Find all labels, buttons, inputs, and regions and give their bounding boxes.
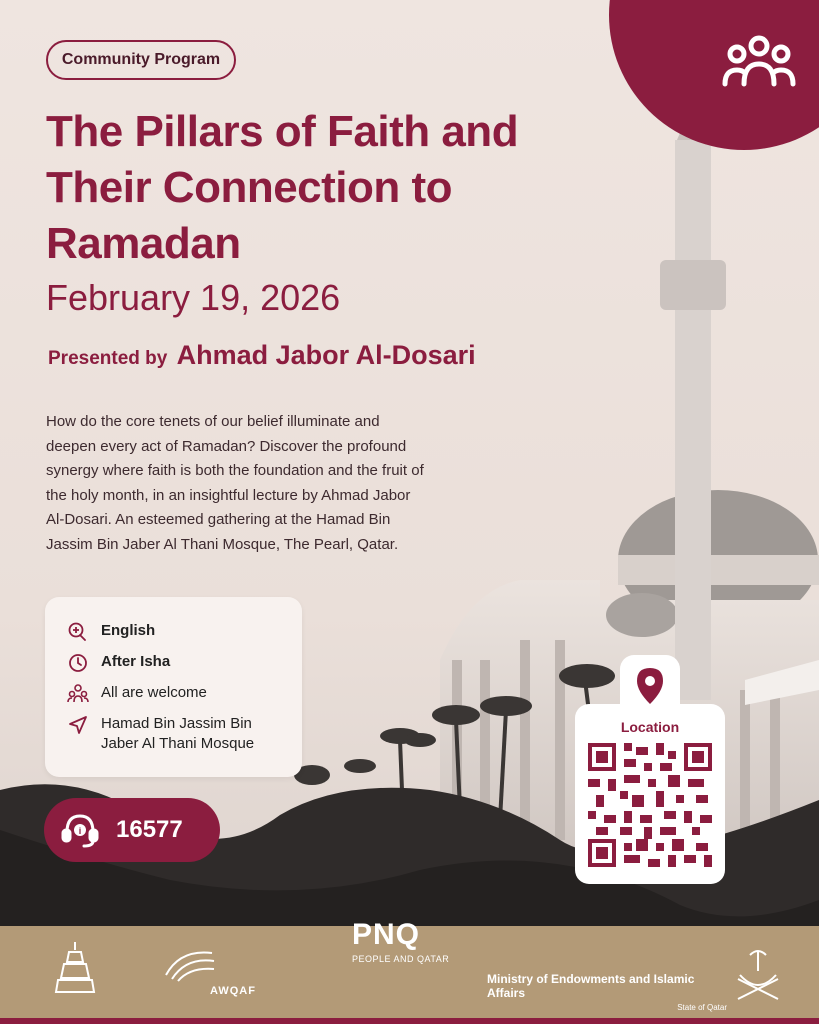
venue-text: Hamad Bin Jassim Bin Jaber Al Thani Mosque: [101, 715, 255, 752]
map-pin-icon: [633, 666, 667, 706]
people-icon: [67, 683, 89, 705]
navigation-arrow-icon: [67, 714, 89, 736]
pnq-tagline: PEOPLE AND QATAR: [352, 954, 450, 964]
ministry-logo-text: [487, 972, 727, 1012]
awqaf-logo-icon: [160, 945, 220, 985]
ministry-name-english: Ministry of Endowments and Islamic Affairs: [487, 972, 695, 1000]
cultural-center-logo: [52, 938, 98, 1002]
presenter-prefix: Presented by: [48, 348, 168, 369]
state-of-qatar: State of Qatar: [677, 1003, 727, 1012]
headset-icon: [58, 808, 102, 852]
hotline-button[interactable]: [44, 798, 220, 862]
footer-accent-strip: [0, 1018, 819, 1024]
location-label: Location: [620, 719, 680, 735]
time-row: [67, 652, 170, 674]
audience-row: [67, 683, 207, 705]
language-row: [67, 621, 155, 643]
presenter-name: Ahmad Jabor Al-Dosari: [176, 340, 476, 370]
venue-row: [67, 714, 282, 754]
event-description: How do the core tenets of our belief illuminate and deepen every act of Ramadan? Discover the profound synergy where faith is both the foundation and the fruit of the holy month, in an insightful lecture by Ahmad Jabor Al-Dosari. An esteemed gathering at the Hamad Bin Jassim Bin Jaber Al Thani Mosque, The Pearl, Qatar.: [46, 413, 424, 553]
pnq-wordmark: PNQ: [352, 918, 421, 951]
people-group-icon: [722, 34, 796, 90]
pnq-logo: [352, 918, 464, 964]
awqaf-wordmark: AWQAF: [210, 985, 256, 997]
location-qr-code[interactable]: [588, 743, 712, 867]
category-badge: Community Program: [46, 40, 236, 80]
language-icon: [67, 621, 89, 643]
audience-text: All are welcome: [101, 684, 207, 701]
hotline-number: 16577: [116, 816, 183, 843]
language-text: English: [101, 622, 156, 639]
presenter-line: [48, 340, 476, 371]
clock-icon: [67, 652, 89, 674]
details-card: [45, 597, 302, 777]
time-text: After Isha: [101, 653, 171, 670]
svg-text:i: i: [78, 826, 82, 836]
event-title: The Pillars of Faith and Their Connection to Ramadan: [46, 107, 519, 268]
event-date: February 19, 2026: [46, 277, 341, 318]
qatar-emblem-icon: [730, 945, 786, 1005]
